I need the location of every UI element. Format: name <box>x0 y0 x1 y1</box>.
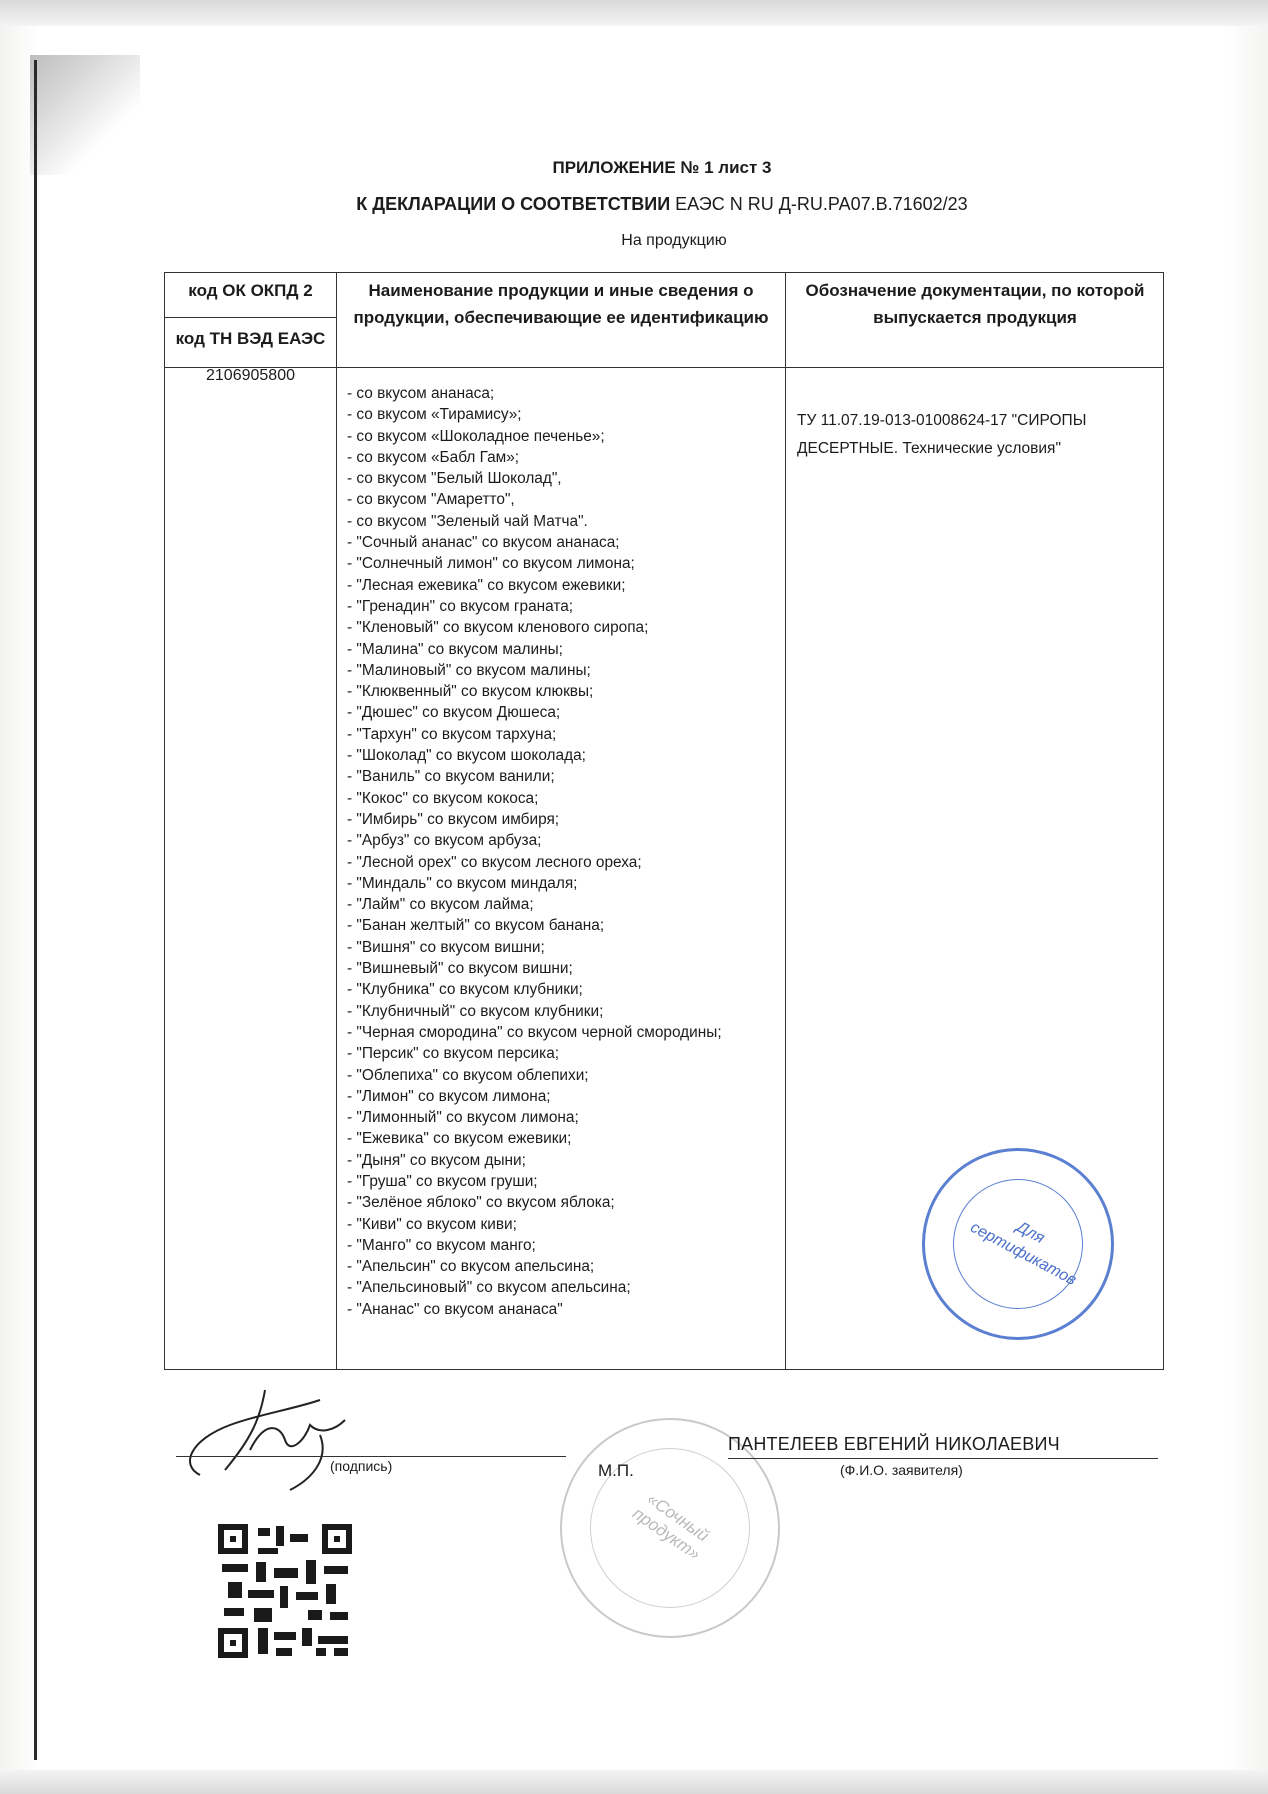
qr-module <box>326 1584 336 1604</box>
qr-module <box>224 1608 244 1616</box>
product-item: - "Лесной орех" со вкусом лесного ореха; <box>347 853 642 871</box>
product-item: - "Шоколад" со вкусом шоколада; <box>347 747 586 765</box>
faded-stamp-text: «Сочный продукт» <box>629 1489 713 1564</box>
tnved-header: код ТН ВЭД ЕАЭС <box>175 329 326 348</box>
qr-module <box>276 1648 292 1656</box>
product-item: - "Апельсиновый" со вкусом апельсина; <box>347 1279 631 1297</box>
qr-module <box>258 1528 270 1536</box>
qr-module <box>316 1648 326 1656</box>
product-item: - со вкусом «Бабл Гам»; <box>347 448 520 466</box>
applicant-label: (Ф.И.О. заявителя) <box>840 1462 963 1478</box>
product-item: - "Вишневый" со вкусом вишни; <box>347 960 573 978</box>
col-divider-2 <box>785 273 786 1369</box>
product-item: - "Лесная ежевика" со вкусом ежевики; <box>347 576 626 594</box>
product-item: - "Ваниль" со вкусом ванили; <box>347 768 555 786</box>
qr-module <box>274 1632 296 1640</box>
handwritten-signature <box>170 1380 370 1495</box>
product-item: - "Миндаль" со вкусом миндаля; <box>347 874 578 892</box>
product-item: - со вкусом «Шоколадное печенье»; <box>347 427 605 445</box>
product-item: - "Лайм" со вкусом лайма; <box>347 896 534 914</box>
product-item: - "Персик" со вкусом персика; <box>347 1045 560 1063</box>
col-divider-1 <box>336 273 337 1369</box>
product-item: - "Малиновый" со вкусом малины; <box>347 661 591 679</box>
okpd-header: код ОК ОКПД 2 <box>188 281 313 300</box>
qr-module <box>254 1608 272 1622</box>
product-item: - "Клубничный" со вкусом клубники; <box>347 1002 604 1020</box>
product-item: - "Сочный ананас" со вкусом ананаса; <box>347 534 620 552</box>
declaration-number: ЕАЭС N RU Д-RU.PA07.B.71602/23 <box>675 194 968 214</box>
product-item: - "Манго" со вкусом манго; <box>347 1236 536 1254</box>
applicant-line <box>728 1458 1158 1459</box>
qr-module <box>248 1590 274 1598</box>
product-item: - "Дыня" со вкусом дыни; <box>347 1151 526 1169</box>
product-item: - "Дюшес" со вкусом Дюшеса; <box>347 704 561 722</box>
code-header-divider <box>165 317 336 318</box>
qr-module <box>222 1564 248 1572</box>
product-item: - со вкусом "Амаретто", <box>347 491 515 509</box>
documentation-text: ТУ 11.07.19-013-01008624-17 "СИРОПЫ ДЕСЕРТНЫЕ. Технические условия" <box>797 412 1087 457</box>
product-item: - "Черная смородина" со вкусом черной смородины; <box>347 1023 722 1041</box>
product-item: - "Ежевика" со вкусом ежевики; <box>347 1130 572 1148</box>
qr-module <box>274 1568 298 1578</box>
product-list <box>347 383 777 1320</box>
product-code: 2106905800 <box>206 367 295 384</box>
appendix-title: ПРИЛОЖЕНИЕ № 1 лист 3 <box>552 158 772 177</box>
seal-place-label: М.П. <box>598 1461 634 1480</box>
qr-finder-top-right <box>322 1524 352 1554</box>
company-stamp <box>922 1148 1114 1340</box>
qr-module <box>258 1548 278 1554</box>
qr-module <box>290 1534 308 1542</box>
qr-module <box>308 1610 322 1620</box>
qr-module <box>296 1592 318 1600</box>
scan-left-edge <box>34 60 37 1760</box>
product-item: - "Имбирь" со вкусом имбиря; <box>347 810 560 828</box>
qr-module <box>256 1562 266 1582</box>
qr-module <box>330 1612 348 1620</box>
product-item: - "Апельсин" со вкусом апельсина; <box>347 1258 595 1276</box>
qr-module <box>302 1628 312 1646</box>
product-item: - "Кокос" со вкусом кокоса; <box>347 789 539 807</box>
declaration-label: К ДЕКЛАРАЦИИ О СООТВЕТСТВИИ <box>356 194 671 214</box>
qr-module <box>258 1628 268 1654</box>
scan-top-shadow <box>0 0 1268 26</box>
qr-module <box>324 1566 348 1574</box>
product-name-header: Наименование продукции и иные сведения о продукции, обеспечивающие ее идентификацию <box>353 281 769 327</box>
subtitle: На продукцию <box>621 232 727 249</box>
qr-module <box>228 1582 242 1598</box>
product-item: - "Киви" со вкусом киви; <box>347 1215 517 1233</box>
product-item: - "Груша" со вкусом груши; <box>347 1172 538 1190</box>
qr-module <box>280 1586 288 1608</box>
qr-code <box>218 1524 352 1658</box>
product-item: - "Вишня" со вкусом вишни; <box>347 938 545 956</box>
declaration-title <box>28 194 1268 215</box>
product-item: - со вкусом "Белый Шоколад", <box>347 470 562 488</box>
qr-module <box>306 1560 316 1584</box>
product-item: - "Гренадин" со вкусом граната; <box>347 597 574 615</box>
product-item: - со вкусом "Зеленый чай Матча". <box>347 512 588 530</box>
product-item: - "Зелёное яблоко" со вкусом яблока; <box>347 1194 615 1212</box>
product-item: - "Клюквенный" со вкусом клюквы; <box>347 683 594 701</box>
applicant-name: ПАНТЕЛЕЕВ ЕВГЕНИЙ НИКОЛАЕВИЧ <box>728 1434 1060 1454</box>
qr-finder-bottom-left <box>218 1628 248 1658</box>
documentation-header: Обозначение документации, по которой выпускается продукция <box>805 281 1145 327</box>
product-item: - со вкусом «Тирамису»; <box>347 406 522 424</box>
product-item: - "Ананас" со вкусом ананаса" <box>347 1300 563 1318</box>
product-item: - "Кленовый" со вкусом кленового сиропа; <box>347 619 649 637</box>
signature-line <box>176 1456 566 1457</box>
product-item: - "Малина" со вкусом малины; <box>347 640 563 658</box>
product-item: - "Банан желтый" со вкусом банана; <box>347 917 605 935</box>
product-item: - "Солнечный лимон" со вкусом лимона; <box>347 555 635 573</box>
scan-bottom-shadow <box>0 1770 1268 1794</box>
qr-module <box>318 1636 348 1644</box>
product-item: - "Клубника" со вкусом клубники; <box>347 981 583 999</box>
qr-module <box>276 1526 284 1546</box>
scan-folded-corner <box>30 55 140 175</box>
product-item: - "Облепиха" со вкусом облепихи; <box>347 1066 589 1084</box>
product-item: - "Тархун" со вкусом тархуна; <box>347 725 557 743</box>
signature-label: (подпись) <box>330 1458 393 1474</box>
product-item: - "Лимонный" со вкусом лимона; <box>347 1109 579 1127</box>
qr-finder-top-left <box>218 1524 248 1554</box>
product-item: - со вкусом ананаса; <box>347 385 495 402</box>
qr-module <box>334 1648 348 1656</box>
product-item: - "Арбуз" со вкусом арбуза; <box>347 832 542 850</box>
company-stamp-text: Для сертификатов <box>967 1218 1079 1289</box>
product-item: - "Лимон" со вкусом лимона; <box>347 1087 551 1105</box>
